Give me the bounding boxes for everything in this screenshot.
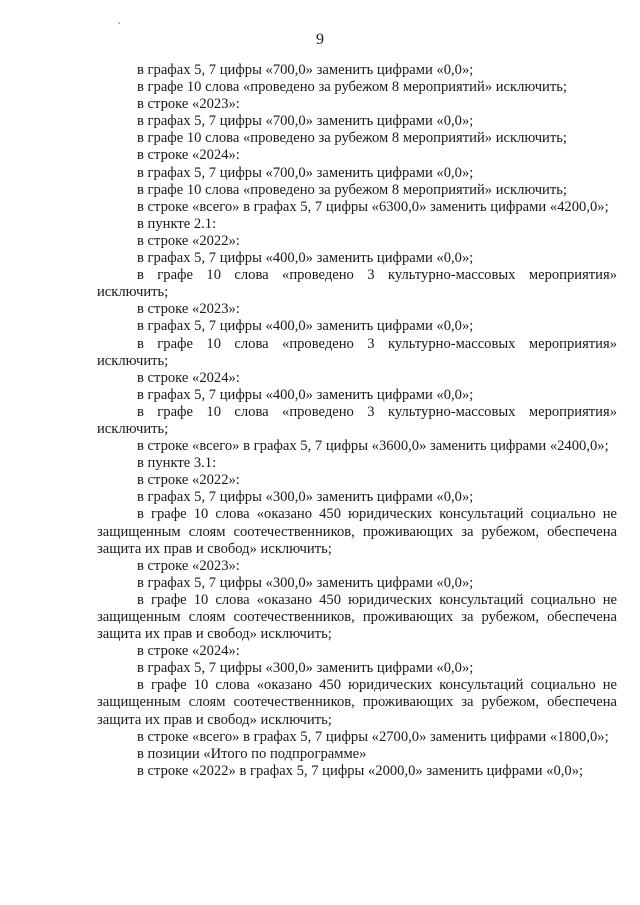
paragraph: в строке «всего» в графах 5, 7 цифры «3600,0» заменить цифрами «2400,0»; <box>137 438 609 455</box>
paragraph: в графах 5, 7 цифры «300,0» заменить цифрами «0,0»; <box>137 489 474 506</box>
paragraph: в графе 10 слова «проведено за рубежом 8 мероприятий» исключить; <box>137 130 567 147</box>
paragraph: в пункте 2.1: <box>137 215 217 232</box>
paragraph: в позиции «Итого по подпрограмме» <box>137 745 367 762</box>
paragraph: в графах 5, 7 цифры «300,0» заменить цифрами «0,0»; <box>137 574 474 591</box>
paragraph: в строке «2022»: <box>137 232 240 249</box>
paragraph: в графах 5, 7 цифры «300,0» заменить цифрами «0,0»; <box>137 660 474 677</box>
paragraph: в графах 5, 7 цифры «700,0» заменить цифрами «0,0»; <box>137 62 474 78</box>
paragraph: в строке «2023»: <box>137 301 240 318</box>
paragraph: в графах 5, 7 цифры «400,0» заменить цифрами «0,0»; <box>137 318 474 335</box>
paragraph: в строке «2023»: <box>137 96 240 113</box>
paragraph: в строке «2023»: <box>137 557 240 574</box>
paragraph: в графе 10 слова «оказано 450 юридических консультаций социально не защищенным слоям соотечественников, проживающих за рубежом, обеспечена защита их прав и свобод» исключить; <box>97 677 617 728</box>
paragraph: в графе 10 слова «проведено 3 культурно-массовых мероприятия» исключить; <box>97 403 617 437</box>
paragraph: в графе 10 слова «проведено за рубежом 8 мероприятий» исключить; <box>137 181 567 198</box>
paragraph: в строке «2022»: <box>137 472 240 489</box>
paragraph: в графах 5, 7 цифры «400,0» заменить цифрами «0,0»; <box>137 250 474 267</box>
paragraph: в графе 10 слова «проведено за рубежом 8 мероприятий» исключить; <box>137 79 567 96</box>
paragraph: в пункте 3.1: <box>137 455 217 472</box>
paragraph: в графе 10 слова «оказано 450 юридических консультаций социально не защищенным слоям соотечественников, проживающих за рубежом, обеспечена защита их прав и свобод» исключить; <box>97 591 617 643</box>
scan-speck <box>118 22 120 24</box>
page-number: 9 <box>316 31 324 48</box>
document-body <box>97 62 617 780</box>
paragraph: в графах 5, 7 цифры «400,0» заменить цифрами «0,0»; <box>137 386 474 403</box>
paragraph: в строке «всего» в графах 5, 7 цифры «6300,0» заменить цифрами «4200,0»; <box>137 198 609 215</box>
paragraph: в графе 10 слова «проведено 3 культурно-массовых мероприятия» исключить; <box>97 335 617 369</box>
paragraph: в графах 5, 7 цифры «700,0» заменить цифрами «0,0»; <box>137 164 474 181</box>
paragraph: в строке «2022» в графах 5, 7 цифры «2000,0» заменить цифрами «0,0»; <box>137 762 584 779</box>
paragraph: в строке «2024»: <box>137 369 240 386</box>
paragraph: в строке «всего» в графах 5, 7 цифры «2700,0» заменить цифрами «1800,0»; <box>137 728 609 745</box>
paragraph: в графе 10 слова «проведено 3 культурно-массовых мероприятия» исключить; <box>97 267 617 301</box>
paragraph: в графе 10 слова «оказано 450 юридических консультаций социально не защищенным слоям соотечественников, проживающих за рубежом, обеспечена защита их прав и свобод» исключить; <box>97 506 617 557</box>
paragraph: в графах 5, 7 цифры «700,0» заменить цифрами «0,0»; <box>137 113 474 130</box>
paragraph: в строке «2024»: <box>137 643 240 660</box>
paragraph: в строке «2024»: <box>137 147 240 164</box>
